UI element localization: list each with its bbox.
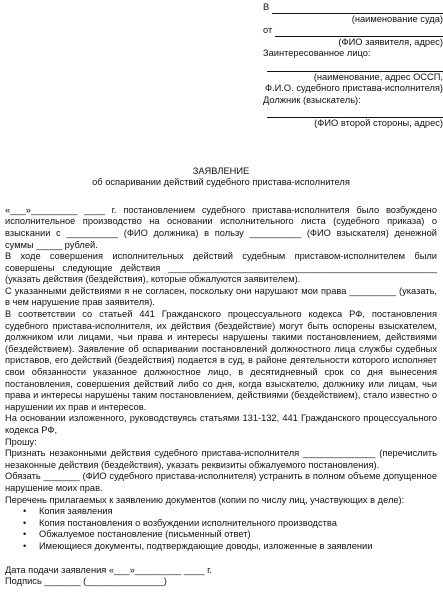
list-item: • Копия постановления о возбуждении исполнительного производства <box>39 518 437 530</box>
party-blank <box>267 108 443 118</box>
court-blank <box>272 4 443 14</box>
document-title: ЗАЯВЛЕНИЕ <box>192 165 250 176</box>
signature-line: Подпись _______ (_______________) <box>5 576 167 587</box>
applicant-blank <box>275 27 443 37</box>
bailiff-caption: Ф.И.О. судебного пристава-исполнителя) <box>265 83 443 94</box>
debtor-line <box>263 95 443 107</box>
paragraph-proceeding: «___»_________ ____ г. постановлением судебного пристава-исполнителя было возбуждено исполнительное производство на основании исполнительного листа (судебного приказа) о взыскании с __________ (ФИО должника) в пользу __________ (ФИО взыскателя) денежной суммы _____ рублей. <box>5 204 437 250</box>
from-prefix: от <box>263 25 273 36</box>
addressee-block <box>263 2 443 130</box>
paragraph-attachments-heading: Перечень прилагаемых к заявлению документов (копии по числу лиц, участвующих в деле): <box>5 494 405 505</box>
ossp-caption: (наименование, адрес ОССП, <box>313 71 443 82</box>
party-blank-line <box>263 106 443 118</box>
list-item: • Имеющиеся документы, подтверждающие доводы, изложенные в заявлении <box>39 541 437 553</box>
document-subtitle: об оспаривании действий судебного пристава-исполнителя <box>92 177 350 188</box>
ossp-blank-line <box>263 60 443 72</box>
paragraph-law: В соответствии со статьей 441 Гражданского процессуального кодекса РФ, постановления судебного пристава-исполнителя, их действия (бездействие) могут быть оспорены взыскателем, должником или лицами, чьи права и интересы нарушены такими постановлением, действиями (бездействием). Заявление об оспаривании постановлений должностного лица службы судебных приставов, его действий (бездействия) подается в суд, в районе деятельности которого исполняет свои обязанности указанное должностное лицо, в десятидневный срок со дня вынесения постановления, совершения действий либо со дня, когда взыскателю, должнику или лицам, чьи права и интересы нарушены таким постановлением, действиями (бездействием), стало известно о нарушении их прав и интересов. <box>5 309 437 412</box>
paragraph-actions: В ходе совершения исполнительных действий судебным приставом-исполнителем были совершены следующие действия ____________________________________________________ (указать действия (бездействия), которые обжалуются заявителем). <box>5 251 437 285</box>
court-prefix: В <box>263 2 270 12</box>
from-line <box>263 25 443 37</box>
ossp-blank <box>267 62 443 72</box>
document-body <box>5 205 437 553</box>
paragraph-request-1: Признать незаконными действия судебного пристава-исполнителя ______________ (перечислить незаконные действия (бездействия), указать реквизиты обжалуемого постановления). <box>5 448 437 470</box>
interested-line <box>263 48 443 60</box>
debtor-label: Должник (взыскатель): <box>263 94 361 105</box>
filing-date-line: Дата подачи заявления «___»_________ ____ г. <box>5 564 212 575</box>
list-item: • Копия заявления <box>39 506 437 518</box>
paragraph-request-2: Обязать _______ (ФИО судебного пристава-исполнителя) устранить в полном объеме допущенное нарушение моих прав. <box>5 471 437 493</box>
paragraph-basis: На основании изложенного, руководствуясь статьями 131-132, 441 Гражданского процессуального кодекса РФ, <box>5 413 437 435</box>
list-item: • Обжалуемое постановление (письменный ответ) <box>39 529 437 541</box>
paragraph-request-heading: Прошу: <box>5 436 37 447</box>
party-caption: (ФИО второй стороны, адрес) <box>314 117 443 128</box>
paragraph-disagreement: С указанными действиями я не согласен, поскольку они нарушают мои права _________ (указать, в чем нарушение прав заявителя). <box>5 285 437 308</box>
interested-label: Заинтересованное лицо: <box>263 48 371 59</box>
court-line <box>263 2 443 14</box>
signature-block <box>5 565 437 588</box>
attachments-list <box>5 506 437 552</box>
court-caption: (наименование суда) <box>351 13 443 24</box>
applicant-caption: (ФИО заявителя, адрес) <box>338 36 443 47</box>
